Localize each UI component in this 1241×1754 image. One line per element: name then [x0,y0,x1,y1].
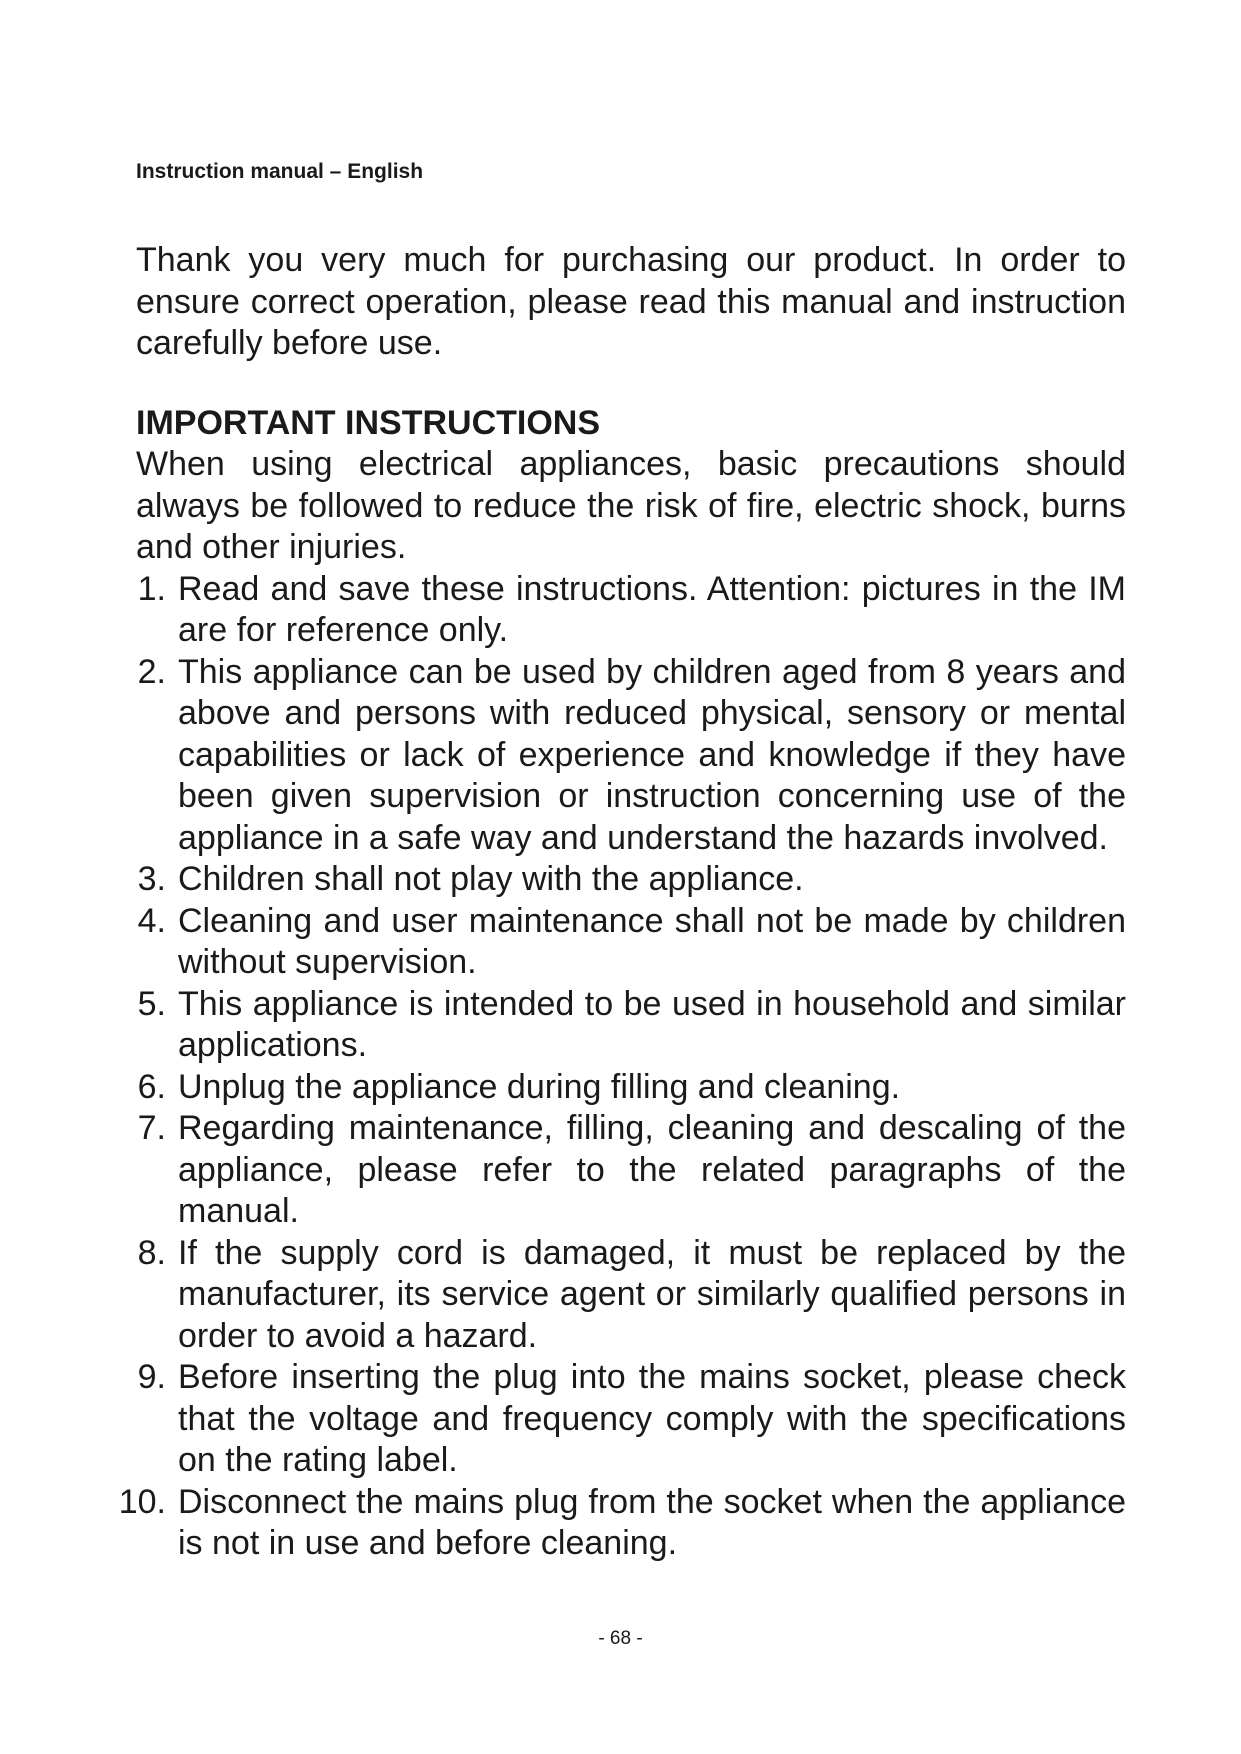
list-item-text: Children shall not play with the appliance. [178,860,804,898]
page-number: - 68 - [598,1628,643,1649]
list-item-number: 2. [137,652,166,691]
list-item-text: Before inserting the plug into the mains socket, please check that the voltage and frequency comply with the specifications on the rating label. [178,1358,1126,1479]
list-item [136,1108,1126,1233]
list-item-text: This appliance can be used by children aged from 8 years and above and persons with reduced physical, sensory or mental capabilities or lack of experience and knowledge if they have been given supervision or instruction concerning use of the appliance in a safe way and understand the hazards involved. [178,652,1126,857]
list-item-number: 6. [137,1067,166,1106]
list-item-text: Disconnect the mains plug from the socket when the appliance is not in use and before cleaning. [178,1482,1126,1562]
list-item-text: Unplug the appliance during filling and cleaning. [178,1067,901,1106]
list-item-text: Cleaning and user maintenance shall not be made by children without supervision. [178,901,1126,981]
list-item-text: This appliance is intended to be used in household and similar applications. [178,984,1126,1064]
section-title: IMPORTANT INSTRUCTIONS [136,403,601,442]
instruction-list [118,569,1126,1565]
list-item [136,569,1126,652]
list-item-number: 8. [137,1233,166,1272]
list-item [136,984,1126,1067]
list-item [136,859,1126,901]
list-item [136,652,1126,860]
list-item-text: Regarding maintenance, filling, cleaning and descaling of the appliance, please refer to the related paragraphs of the manual. [178,1109,1126,1230]
list-item [136,901,1126,984]
list-item [136,1067,1126,1109]
list-item [136,1357,1126,1482]
precaution-paragraph: When using electrical appliances, basic precautions should always be followed to reduce the risk of fire, electric shock, burns and other injuries. [136,445,1126,566]
manual-header: Instruction manual – English [136,160,424,183]
list-item-number: 4. [137,901,166,940]
page-content [118,240,1126,1565]
intro-paragraph: Thank you very much for purchasing our product. In order to ensure correct operation, please read this manual and instruction carefully before use. [136,241,1126,362]
list-item [136,1233,1126,1358]
list-item-number: 3. [137,860,166,898]
list-item-number: 7. [137,1109,166,1147]
list-item-text: Read and save these instructions. Attention: pictures in the IM are for reference only. [178,569,1126,649]
list-item-number: 1. [137,569,166,608]
list-item-number: 10. [118,1482,166,1521]
list-item-number: 5. [137,984,166,1023]
list-item [118,1482,1126,1565]
list-item-number: 9. [137,1358,166,1396]
list-item-text: If the supply cord is damaged, it must be replaced by the manufacturer, its service agent or similarly qualified persons in order to avoid a hazard. [178,1233,1126,1355]
